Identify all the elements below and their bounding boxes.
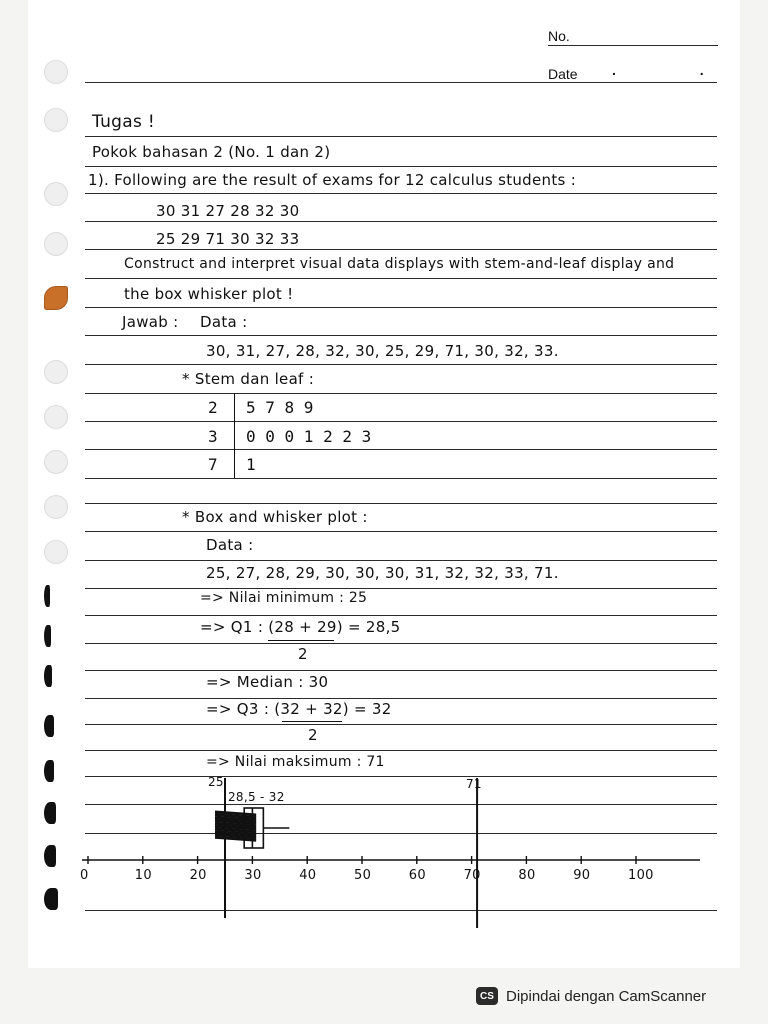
q1-denominator: 2: [298, 645, 308, 663]
axis-tick-label: 40: [299, 868, 317, 883]
leaves-3: 0 0 0 1 2 2 3: [246, 427, 372, 446]
axis-tick-label: 80: [518, 868, 536, 883]
stem-leaf-heading: * Stem dan leaf :: [182, 370, 315, 388]
box-data-label: Data :: [206, 536, 254, 554]
q1-line: => Q1 : (28 + 29) = 28,5: [200, 618, 401, 636]
sorted-data: 25, 27, 28, 29, 30, 30, 30, 31, 32, 32, 33, 71.: [206, 564, 559, 582]
leaves-7: 1: [246, 455, 256, 474]
plot-label-box: 28,5 - 32: [228, 790, 285, 804]
camscanner-logo: CS: [476, 987, 498, 1005]
max-line: => Nilai maksimum : 71: [206, 754, 385, 770]
date-label: Date: [548, 66, 578, 82]
date-value: . .: [612, 62, 744, 78]
axis-tick-label: 30: [244, 868, 262, 883]
axis-tick-label: 70: [463, 868, 481, 883]
axis-tick-label: 10: [134, 868, 152, 883]
plot-label-max: 71: [466, 777, 482, 791]
box-heading: * Box and whisker plot :: [182, 508, 368, 526]
problem-text: 1). Following are the result of exams for 12 calculus students :: [88, 171, 577, 189]
axis-tick-label: 0: [80, 868, 89, 883]
title: Tugas !: [92, 112, 155, 132]
scanner-watermark: [476, 980, 768, 1012]
leaves-2: 5 7 8 9: [246, 398, 314, 417]
stem-2: 2: [208, 398, 218, 417]
data-label: Data :: [200, 313, 248, 331]
scores-row-1: 30 31 27 28 32 30: [156, 202, 300, 220]
axis-tick-label: 90: [573, 868, 591, 883]
stem-3: 3: [208, 427, 218, 446]
answer-label: Jawab :: [122, 313, 179, 331]
axis-tick-label: 60: [408, 868, 426, 883]
axis-tick-label: 100: [628, 868, 654, 883]
instruction-line-2: the box whisker plot !: [124, 285, 294, 303]
plot-label-min: 25: [208, 775, 224, 789]
q3-line: => Q3 : (32 + 32) = 32: [206, 700, 392, 718]
axis-tick-label: 50: [354, 868, 372, 883]
topic: Pokok bahasan 2 (No. 1 dan 2): [92, 143, 331, 161]
q3-denominator: 2: [308, 726, 318, 744]
instruction-line-1: Construct and interpret visual data displays with stem-and-leaf display and: [124, 256, 675, 272]
median-line: => Median : 30: [206, 673, 329, 691]
stem-7: 7: [208, 455, 218, 474]
scores-row-2: 25 29 71 30 32 33: [156, 230, 300, 248]
axis-tick-label: 20: [189, 868, 207, 883]
no-label: No.: [548, 28, 570, 44]
min-line: => Nilai minimum : 25: [200, 590, 368, 606]
data-values: 30, 31, 27, 28, 32, 30, 25, 29, 71, 30, 32, 33.: [206, 342, 559, 360]
scanner-text: Dipindai dengan CamScanner: [506, 987, 707, 1005]
